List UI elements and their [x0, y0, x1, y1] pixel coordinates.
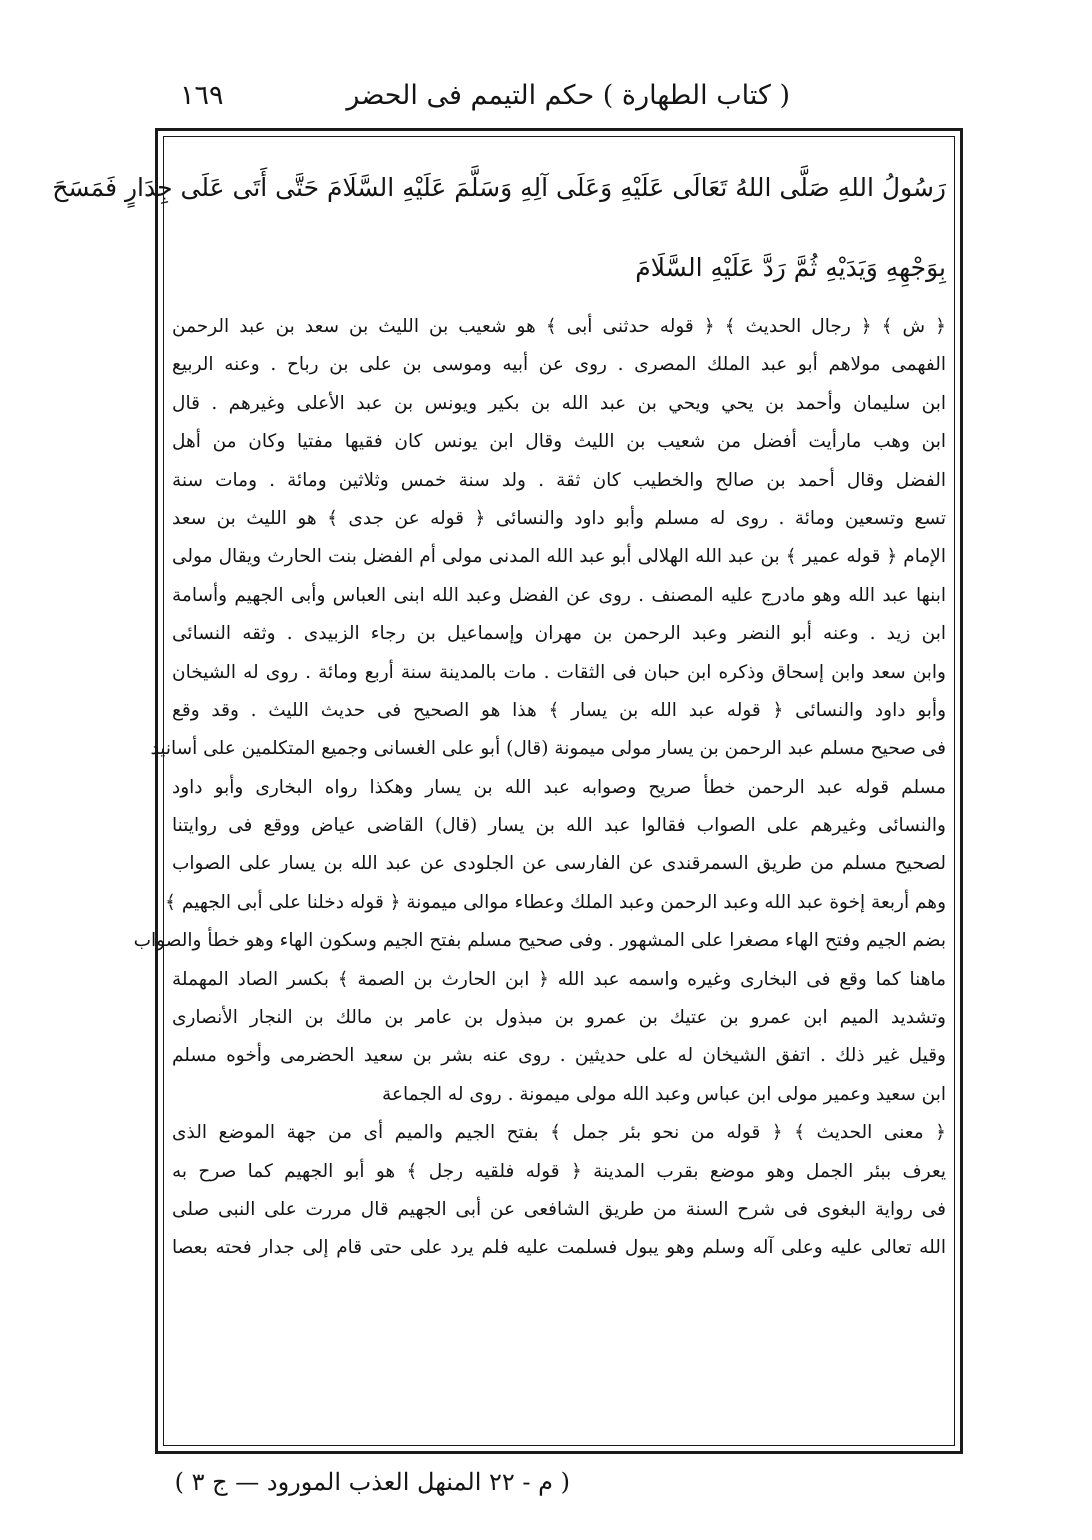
commentary-line: الله تعالى عليه وعلى آله وسلم وهو يبول فسلمت عليه فلم يرد على حتى قام إلى جدار فحته بعصا — [172, 1237, 946, 1259]
commentary-line: تسع وتسعين ومائة . روى له مسلم وأبو داود والنسائى ﴿ قوله عن جدى ﴾ هو الليث بن سعد — [172, 507, 946, 529]
commentary-line: الإمام ﴿ قوله عمير ﴾ بن عبد الله الهلالى أبو عبد الله المدنى مولى أم الفضل بنت الحارث ويقال مولى — [172, 546, 946, 568]
commentary-line: ابن وهب مارأيت أفضل من شعيب بن الليث وقال ابن يونس كان فقيها مفتيا وكان من أهل — [172, 431, 946, 453]
commentary-line: وأبو داود والنسائى ﴿ قوله عبد الله بن يسار ﴾ هذا هو الصحيح فى حديث الليث . وقد وقع — [172, 699, 946, 721]
hadith-line: بِوَجْهِهِ وَيَدَيْهِ ثُمَّ رَدَّ عَلَيْهِ السَّلَامَ — [635, 253, 946, 282]
commentary-line: ماهنا كما وقع فى البخارى وغيره واسمه عبد الله ﴿ ابن الحارث بن الصمة ﴾ بكسر الصاد المهملة — [172, 968, 946, 990]
commentary-line: لصحيح مسلم من طريق السمرقندى عن الفارسى عن الجلودى عن عبد الله بن يسار على الصواب — [172, 853, 946, 875]
commentary-line: وهم أربعة إخوة عبد الله وعبد الرحمن وعبد الملك وعطاء موالى ميمونة ﴿ قوله دخلنا على أبى الجهيم ﴾ — [165, 891, 946, 913]
page-body — [52, 148, 946, 1268]
page-number: ١٦٩ — [180, 80, 224, 111]
commentary-text — [133, 308, 946, 1268]
commentary-line: فى رواية البغوى فى شرح السنة من طريق الشافعى عن أبى الجهيم قال مررت على النبى صلى — [172, 1198, 946, 1220]
commentary-line: فى صحيح مسلم عبد الرحمن بن يسار مولى ميمونة (قال) أبو على الغسانى وجميع المتكلمين على أسانيد — [150, 738, 946, 760]
signature-footer: ( م - ٢٢ المنهل العذب المورود — ج ٣ ) — [174, 1468, 570, 1496]
commentary-line: مسلم قوله عبد الرحمن خطأ صريح وصوابه عبد الله بن يسار وهكذا رواه البخارى وأبو داود — [172, 776, 946, 798]
commentary-line: الفهمى مولاهم أبو عبد الملك المصرى . روى عن أبيه وموسى بن على بن رباح . وعنه الربيع — [172, 354, 946, 376]
commentary-line: ابن زيد . وعنه أبو النضر وعبد الرحمن بن مهران وإسماعيل بن رجاء الزبيدى . وثقه النسائى — [172, 623, 946, 645]
hadith-line: رَسُولُ اللهِ صَلَّى اللهُ تَعَالَى عَلَيْهِ وَعَلَى آلِهِ وَسَلَّمَ عَلَيْهِ السَّلَامَ حَتَّى أَتَى عَلَى جِدَارٍ فَمَسَحَ — [52, 173, 946, 202]
commentary-line: ﴿ معنى الحديث ﴾ ﴿ قوله من نحو بئر جمل ﴾ بفتح الجيم والميم أى من جهة الموضع الذى — [172, 1122, 946, 1144]
hadith-text — [52, 148, 946, 308]
commentary-line: ﴿ ش ﴾ ﴿ رجال الحديث ﴾ ﴿ قوله حدثنى أبى ﴾ هو شعيب بن الليث بن سعد بن عبد الرحمن — [172, 316, 946, 337]
commentary-line: بضم الجيم وفتح الهاء مصغرا على المشهور . وفى صحيح مسلم بفتح الجيم وسكون الهاء وهو خطأ والصواب — [133, 930, 946, 952]
commentary-line: وقيل غير ذلك . اتفق الشيخان له على حديثين . روى عنه بشر بن سعيد الحضرمى وأخوه مسلم — [172, 1045, 946, 1067]
commentary-line: الفضل وقال أحمد بن صالح والخطيب كان ثقة . ولد سنة خمس وثلاثين ومائة . ومات سنة — [172, 469, 946, 491]
header-title: ( كتاب الطهارة ) حكم التيمم فى الحضر — [346, 80, 790, 111]
commentary-line: ابن سعيد وعمير مولى ابن عباس وعبد الله مولى ميمونة . روى له الجماعة — [382, 1083, 946, 1105]
commentary-line: والنسائى وغيرهم على الصواب فقالوا عبد الله بن يسار (قال) القاضى عياض ووقع فى روايتنا — [172, 815, 946, 837]
commentary-line: يعرف ببئر الجمل وهو موضع بقرب المدينة ﴿ قوله فلقيه رجل ﴾ هو أبو الجهيم كما صرح به — [172, 1160, 946, 1182]
running-header — [140, 78, 970, 122]
commentary-line: وتشديد الميم ابن عمرو بن عتيك بن عمرو بن مبذول بن عامر بن مالك بن النجار الأنصارى — [172, 1007, 946, 1029]
commentary-line: ابن سليمان وأحمد بن يحي ويحي بن عبد الله بن بكير ويونس بن عبد الأعلى وغيرهم . قال — [172, 392, 946, 414]
commentary-line: ابنها عبد الله وهو مادرج عليه المصنف . روى عن الفضل وعبد الله ابنى العباس وأبى الجهيم وأسامة — [172, 584, 946, 606]
commentary-line: وابن سعد وابن إسحاق وذكره ابن حبان فى الثقات . مات بالمدينة سنة أربع ومائة . روى له الشيخان — [172, 661, 946, 683]
